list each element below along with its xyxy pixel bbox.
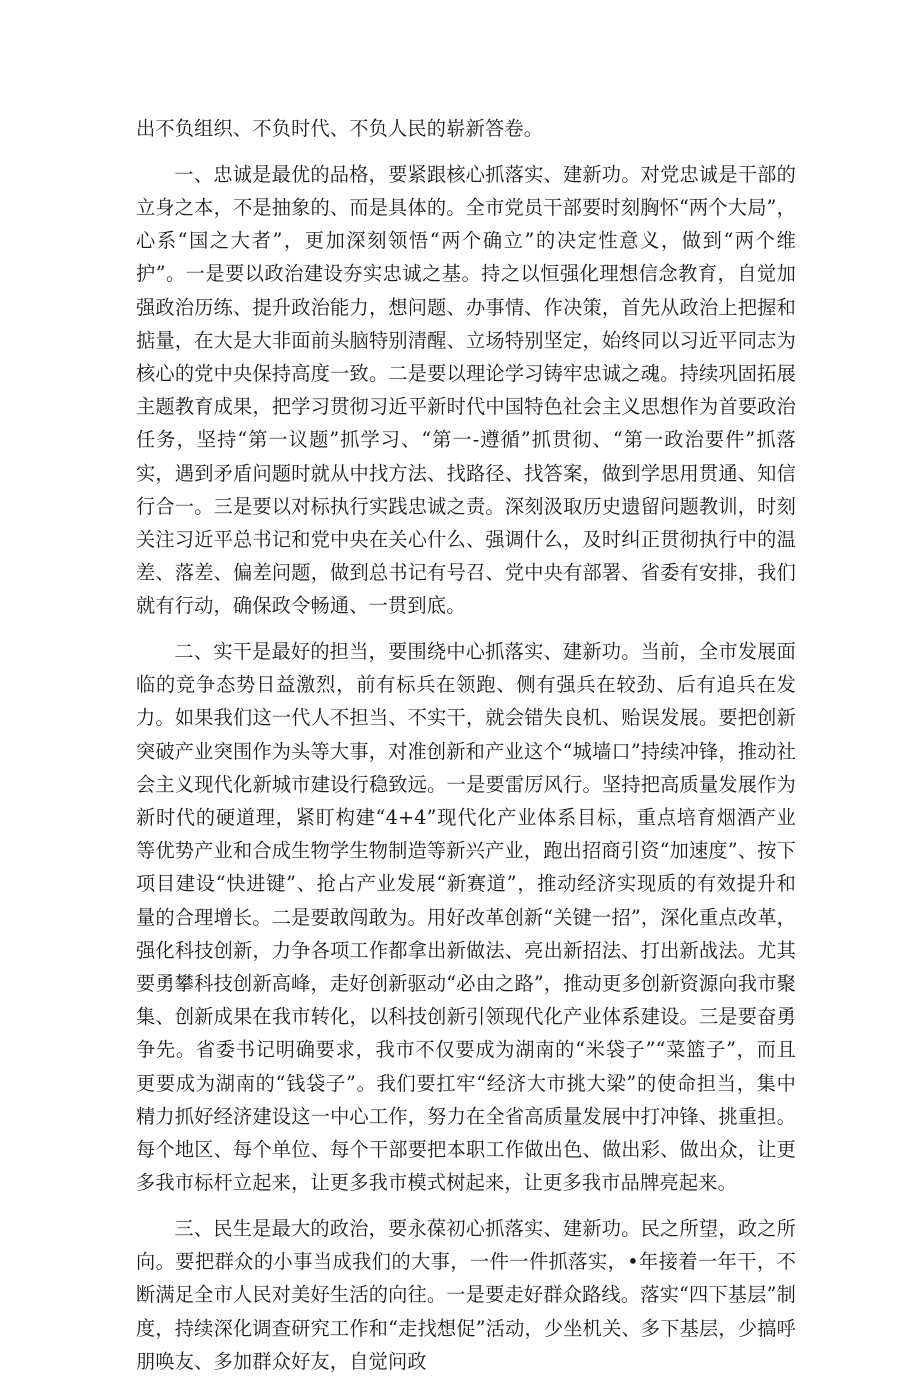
document-body <box>136 112 796 1378</box>
paragraph-hard-work: 二、实干是最好的担当，要围绕中心抓落实、建新功。当前，全市发展面临的竞争态势日益激烈，前有标兵在领跑、侧有强兵在较劲、后有追兵在发力。如果我们这一代人不担当、不实干，就会错失良机、贻误发展。要把创新突破产业突围作为头等大事，对准创新和产业这个“城墙口”持续冲锋，推动社会主义现代化新城市建设行稳致远。一是要雷厉风行。坚持把高质量发展作为新时代的硬道理，紧盯构建“4+4”现代化产业体系目标，重点培育烟酒产业等优势产业和合成生物学生物制造等新兴产业，跑出招商引资“加速度”、按下项目建设“快进键”、抢占产业发展“新赛道”，推动经济实现质的有效提升和量的合理增长。二是要敢闯敢为。用好改革创新“关键一招”，深化重点改革，强化科技创新，力争各项工作都拿出新做法、亮出新招法、打出新战法。尤其要勇攀科技创新高峰，走好创新驱动“必由之路”，推动更多创新资源向我市聚集、创新成果在我市转化，以科技创新引领现代化产业体系建设。三是要奋勇争先。省委书记明确要求，我市不仅要成为湖南的“米袋子”“菜篮子”，而且更要成为湖南的“钱袋子”。我们要扛牢“经济大市挑大梁”的使命担当，集中精力抓好经济建设这一中心工作，努力在全省高质量发展中打冲锋、挑重担。每个地区、每个单位、每个干部要把本职工作做出色、做出彩、做出众，让更多我市标杆立起来，让更多我市模式树起来，让更多我市品牌亮起来。 <box>136 640 796 1195</box>
paragraph-loyalty: 一、忠诚是最优的品格，要紧跟核心抓落实、建新功。对党忠诚是干部的立身之本，不是抽象的、而是具体的。全市党员干部要时刻胸怀“两个大局”，心系“国之大者”，更加深刻领悟“两个确立”的决定性意义，做到“两个维护”。一是要以政治建设夯实忠诚之基。持之以恒强化理想信念教育，自觉加强政治历练、提升政治能力，想问题、办事情、作决策，首先从政治上把握和掂量，在大是大非面前头脑特别清醒、立场特别坚定，始终同以习近平同志为核心的党中央保持高度一致。二是要以理论学习铸牢忠诚之魂。持续巩固拓展主题教育成果，把学习贯彻习近平新时代中国特色社会主义思想作为首要政治任务，坚持“第一议题”抓学习、“第一-遵循”抓贯彻、“第一政治要件”抓落实，遇到矛盾问题时就从中找方法、找路径、找答案，做到学思用贯通、知信行合一。三是要以对标执行实践忠诚之责。深刻汲取历史遗留问题教训，时刻关注习近平总书记和党中央在关心什么、强调什么，及时纠正贯彻执行中的温差、落差、偏差问题，做到总书记有号召、党中央有部署、省委有安排，我们就有行动，确保政令畅通、一贯到底。 <box>136 162 796 618</box>
paragraph-livelihood: 三、民生是最大的政治，要永葆初心抓落实、建新功。民之所望，政之所向。要把群众的小事当成我们的大事，一件一件抓落实，•年接着一年干，不断满足全市人民对美好生活的向往。一是要走好群众路线。落实“四下基层”制度，持续深化调查研究工作和“走找想促”活动，少坐机关、多下基层，少搞呼朋唤友、多加群众好友，自觉问政 <box>136 1217 796 1373</box>
paragraph-continuation: 出不负组织、不负时代、不负人民的崭新答卷。 <box>136 117 544 140</box>
